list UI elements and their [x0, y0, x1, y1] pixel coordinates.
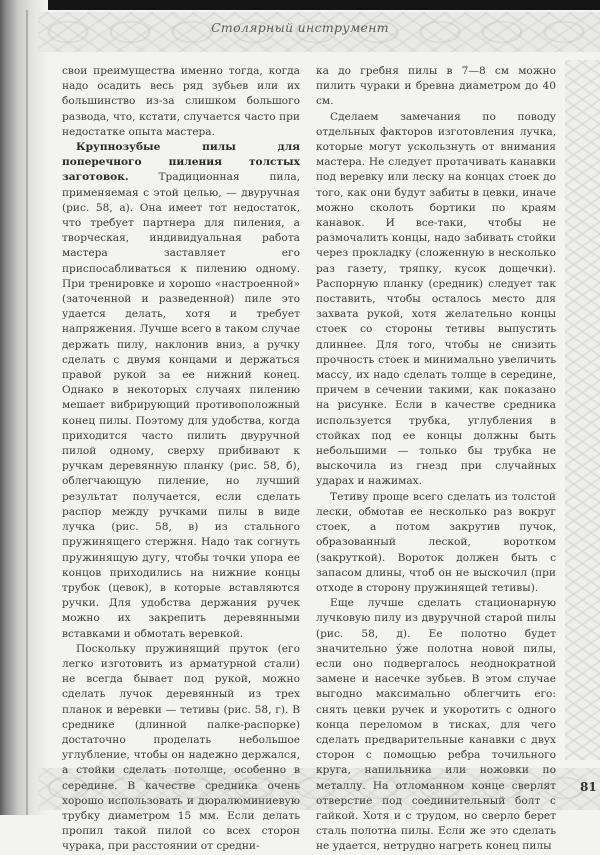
paragraph: Тетиву проще всего сделать из толстой лески, обмотав ее несколько раз вокруг стоек, а потом закрутив пучок, образованный леской, воротком (закруткой). Вороток должен быть с запасом длины, чтоб он не выскочил (при отходе в сторону пружинящей тетивы). [316, 490, 556, 594]
paragraph: Еще лучше сделать стационарную лучковую пилу из двуручной старой пилы (рис. 58, д). Ее полотно будет значительно у́же полотна новой пилы, если оно подвергалось неоднократной замене и насечке зубьев. В этом случае выгодно максимально облегчить его: снять цевки ручек и укоротить с одного конца переломом в тисках, для чего сделать предварительные канавки с двух сторон с помощью ребра точильного круга, напильника или ножовки по металлу. На отломанном конце сверлят отверстие под соединительный болт с гайкой. Хотя и с трудом, но сверло берет сталь полотна пилы. Если же это сделать не удается, нетрудно нагреть конец пилы [316, 597, 556, 853]
right-column [316, 64, 556, 855]
section-heading: Крупнозубые пилы для поперечного пиления толстых заготовок. [62, 141, 300, 184]
paragraph: свои преимущества именно тогда, когда надо осадить весь ряд зубьев или их большинство из-за слишком большого развода, что, кстати, случается часто при недостатке опыта мастера. [62, 65, 300, 138]
left-column [62, 64, 300, 855]
paragraph: ка до гребня пилы в 7—8 см можно пилить чураки и бревна диаметром до 40 см. [316, 65, 556, 108]
page-number: 81 [580, 780, 597, 794]
running-head: Столярный инструмент [211, 20, 389, 35]
spine-fold-line [26, 10, 28, 815]
side-ornament-border [565, 60, 600, 760]
paragraph-body: Традиционная пила, применяемая с этой целью, — двуручная (рис. 58, а). Она имеет тот недостаток, что требует партнера для пиления, а творческая, индивидуальная работа мастера заставляет его приспосабливаться к пилению одному. При тренировке и хорошо «настроенной» (заточенной и разведенной) пиле это удается делать, хотя и требует напряжения. Лучше всего в таком случае держать пилу, наклонив вниз, а ручку сделать с двумя концами и держаться правой рукой за ее нижний конец. Однако в некоторых случаях пилению мешает вибрирующий противоположный конец пилы. Поэтому для удобства, когда приходится часто пилить двуручной пилой одному, сверху прибивают к ручкам деревянную планку (рис. 58, б), облегчающую пиление, но лучший результат получается, если сделать распор между ручками пилы в виде лучка (рис. 58, в) из стального пружинящего стержня. Надо так согнуть пружинящую дугу, чтобы точки упора ее концов приходились на нижние концы трубок (цевок), в которые вставляются ручки. Для удобства держания ручек можно их закрепить деревянными вставками и обмотать веревкой. [62, 171, 300, 640]
scan-top-edge [0, 0, 600, 10]
paragraph: Сделаем замечания по поводу отдельных факторов изготовления лучка, которые могут ускользнуть от внимания мастера. Не следует протачивать канавки под веревку или леску на концах стоек до того, как они будут забиты в цевки, иначе можно сколоть бортики по краям канавок. И все-таки, чтобы не размочалить концы, надо забивать стойки через прокладку (сложенную в несколько раз газету, тряпку, кусок дощечки). Распорную планку (средник) следует так поставить, чтобы осталось место для захвата рукой, хотя желательно концы стоек со стороны тетивы выпустить длиннее. Для того, чтобы не снизить прочность стоек и минимально увеличить массу, их надо сделать толще в середине, причем в сечении такими, как показано на рисунке. Если в качестве средника используется трубка, углубления в стойках под ее концы должны быть небольшими — только бы трубка не выскочила из гнезд при случайных ударах и нажимах. [316, 110, 556, 488]
book-spine-shadow [0, 0, 48, 815]
paragraph: Поскольку пружинящий пруток (его легко изготовить из арматурной стали) не всегда бывает под рукой, можно сделать лучок деревянный из трех планок и веревки — тетивы (рис. 58, г). В среднике (длинной палке-распорке) достаточно проделать небольшое углубление, чтобы он надежно держался, а стойки сделать потолще, особенно в середине. В качестве средника очень хорошо использовать и дюралюминиевую трубку диаметром 15 мм. Если делать пропил такой пилой со всех сторон чурака, при расстоянии от средни- [62, 642, 300, 853]
paragraph [62, 140, 300, 642]
